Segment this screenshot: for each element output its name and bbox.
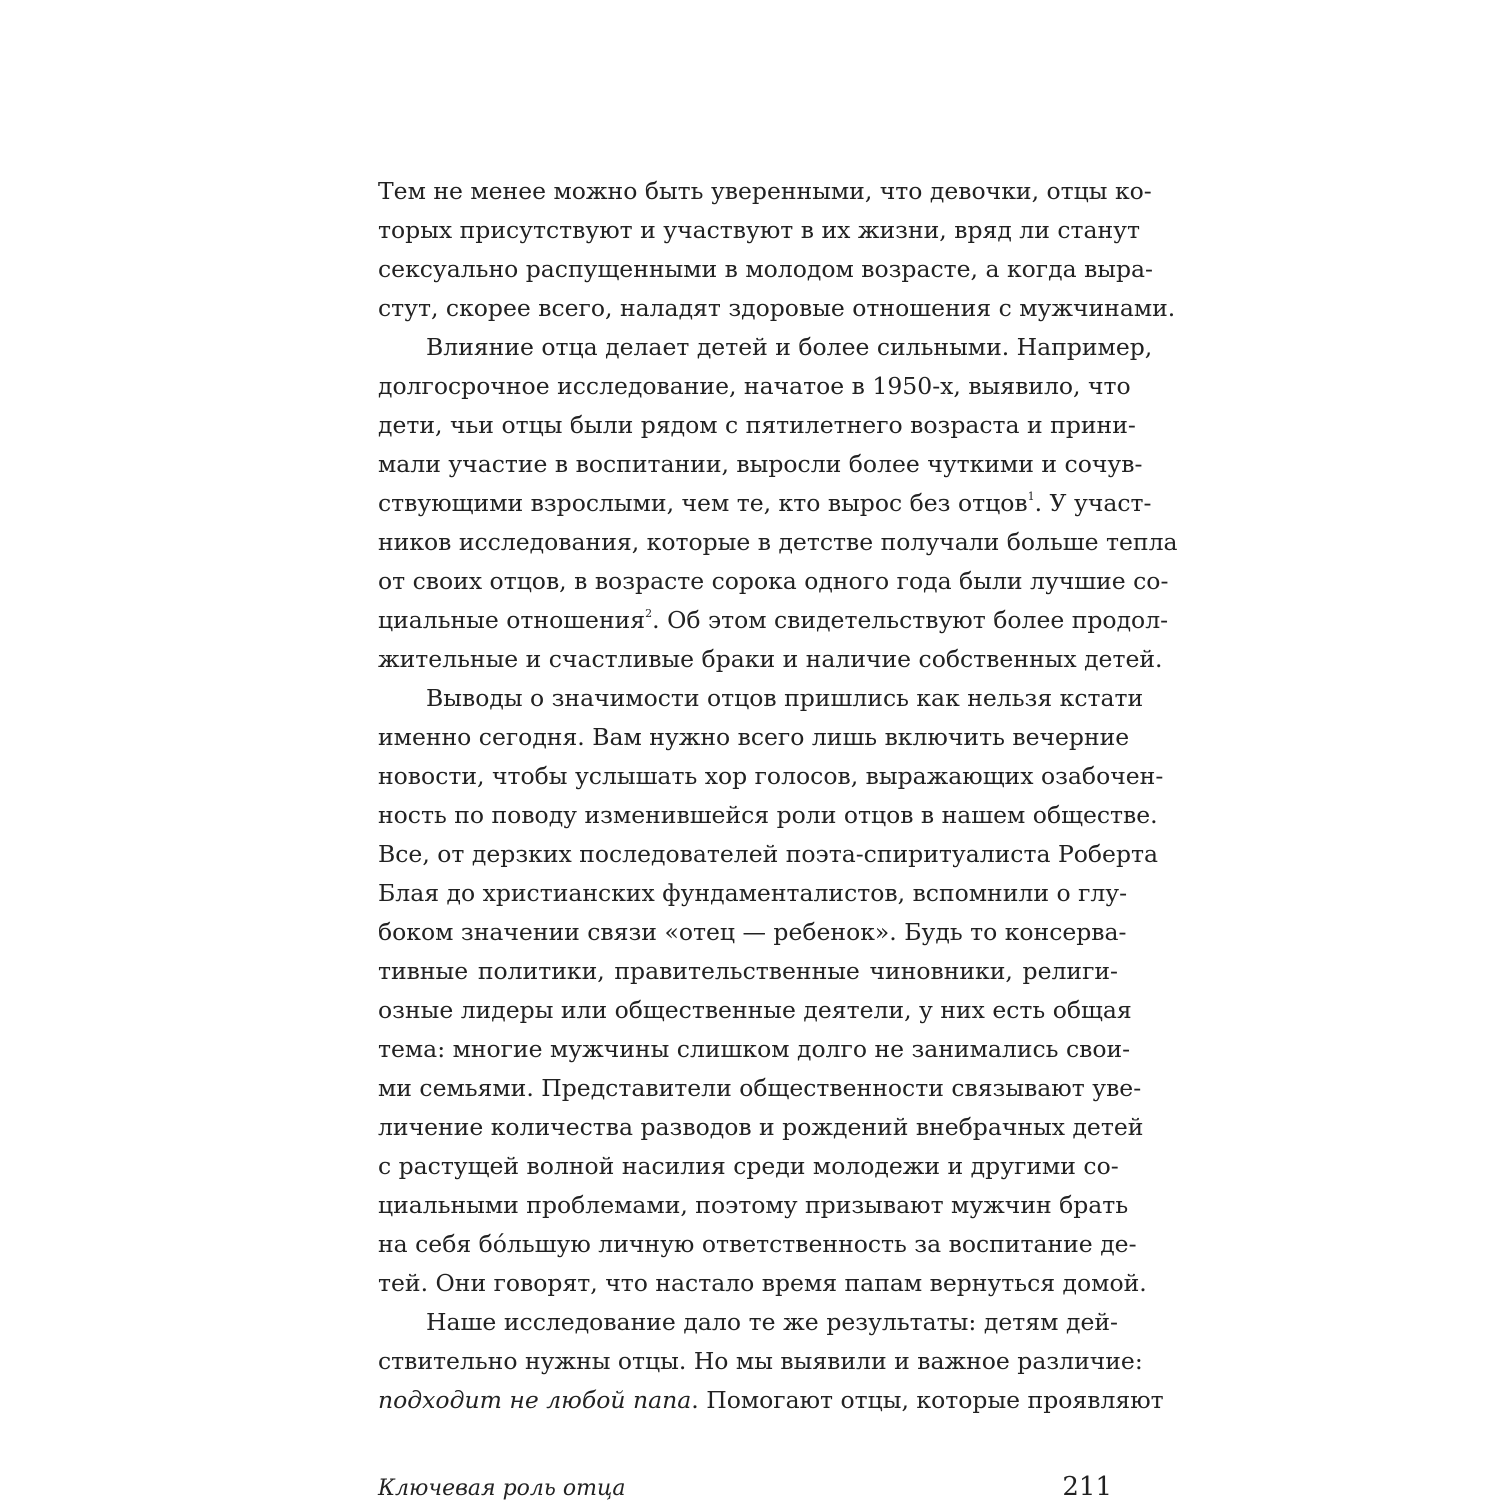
footnote-marker[interactable]: 2 <box>645 607 653 621</box>
text-line: Блая до христианских фундаменталистов, вспомнили о глу- <box>378 879 1128 907</box>
text-line: ников исследования, которые в детстве получали больше тепла <box>378 528 1178 556</box>
text-line: торых присутствуют и участвуют в их жизни, вряд ли станут <box>378 216 1140 244</box>
line-text: . У участ- <box>1034 489 1152 517</box>
text-line: Все, от дерзких последователей поэта-спиритуалиста Роберта <box>378 840 1159 868</box>
text-line: стут, скорее всего, наладят здоровые отношения с мужчинами. <box>378 294 1176 322</box>
text-line: личение количества разводов и рождений внебрачных детей <box>378 1113 1144 1141</box>
text-line: боком значении связи «отец — ребенок». Будь то консерва- <box>378 918 1127 946</box>
text-line-with-emphasis <box>378 1381 1164 1420</box>
page-number: 211 <box>1062 1472 1112 1502</box>
text-line: циальными проблемами, поэтому призывают мужчин брать <box>378 1191 1129 1219</box>
line-text: . Помогают отцы, которые проявляют <box>691 1386 1164 1414</box>
paragraph-start-line: Влияние отца делает детей и более сильными. Например, <box>426 333 1153 361</box>
text-line: дети, чьи отцы были рядом с пятилетнего возраста и прини- <box>378 411 1136 439</box>
text-line: сексуально распущенными в молодом возрасте, а когда выра- <box>378 255 1153 283</box>
text-line: Тем не менее можно быть уверенными, что девочки, отцы ко- <box>378 177 1152 205</box>
text-line: на себя бóльшую личную ответственность за воспитание де- <box>378 1230 1137 1258</box>
paragraph-start-line: Наше исследование дало те же результаты: детям дей- <box>426 1308 1118 1336</box>
text-line: с растущей волной насилия среди молодежи и другими со- <box>378 1152 1119 1180</box>
running-footer-title: Ключевая роль отца <box>378 1476 626 1501</box>
text-line: озные лидеры или общественные деятели, у них есть общая <box>378 996 1132 1024</box>
text-line: жительные и счастливые браки и наличие собственных детей. <box>378 645 1163 673</box>
text-line: тей. Они говорят, что настало время папам вернуться домой. <box>378 1269 1147 1297</box>
paragraph-start-line: Выводы о значимости отцов пришлись как нельзя кстати <box>426 684 1144 712</box>
text-line-with-footnote <box>378 484 1152 523</box>
line-text: . Об этом свидетельствуют более продол- <box>652 606 1169 634</box>
footnote-marker[interactable]: 1 <box>1027 490 1035 504</box>
text-line: мали участие в воспитании, выросли более чуткими и сочув- <box>378 450 1143 478</box>
body-text <box>378 172 1178 1420</box>
text-line-with-footnote <box>378 601 1169 640</box>
text-line: от своих отцов, в возрасте сорока одного года были лучшие со- <box>378 567 1169 595</box>
text-line: долгосрочное исследование, начатое в 1950-х, выявило, что <box>378 372 1131 400</box>
line-text: ствующими взрослыми, чем те, кто вырос без отцов <box>378 489 1028 517</box>
text-line: ствительно нужны отцы. Но мы выявили и важное различие: <box>378 1347 1143 1375</box>
text-line: тивные политики, правительственные чиновники, религи- <box>378 957 1118 985</box>
text-line: ность по поводу изменившейся роли отцов в нашем обществе. <box>378 801 1158 829</box>
emphasized-text: подходит не любой папа <box>378 1386 692 1414</box>
line-text: циальные отношения <box>378 606 646 634</box>
text-line: ми семьями. Представители общественности связывают уве- <box>378 1074 1142 1102</box>
text-line: именно сегодня. Вам нужно всего лишь включить вечерние <box>378 723 1130 751</box>
text-line: новости, чтобы услышать хор голосов, выражающих озабочен- <box>378 762 1164 790</box>
text-line: тема: многие мужчины слишком долго не занимались свои- <box>378 1035 1131 1063</box>
